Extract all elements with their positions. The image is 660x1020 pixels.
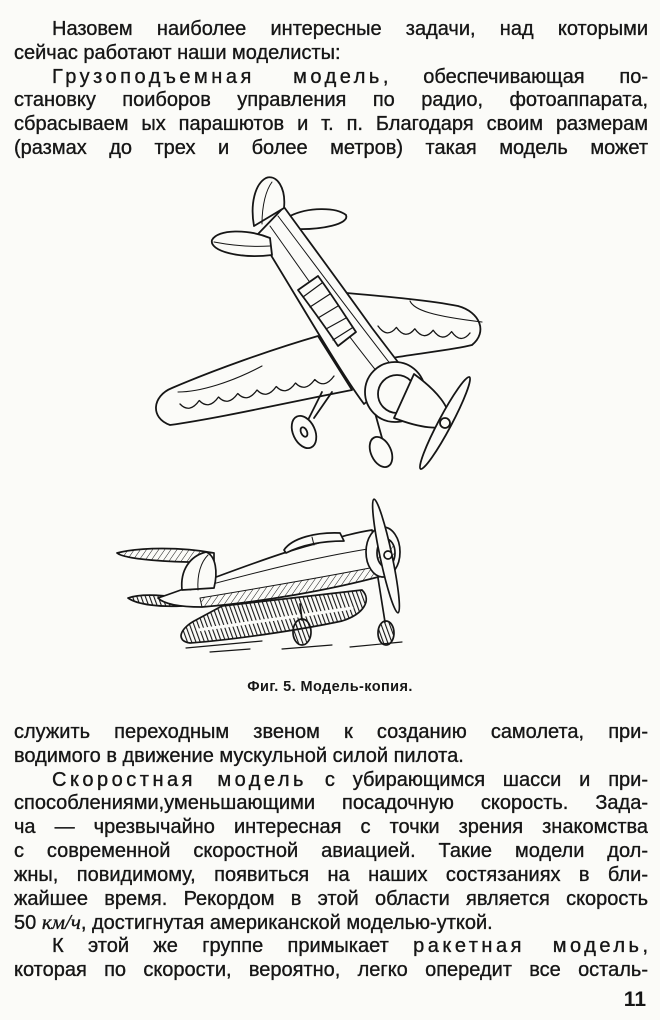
text-span: способлениями,уменьшающими посадочную скорость. Зада- [14, 792, 648, 815]
spaced-emphasis: Скоростная модель [52, 768, 307, 791]
text-line [14, 89, 648, 113]
body-text-bottom [14, 721, 648, 983]
spaced-emphasis: Грузоподъемная модель [52, 65, 383, 88]
wheel-left [293, 619, 311, 645]
text-line [14, 888, 648, 912]
speed-unit: км/ч [41, 911, 81, 935]
text-span: (размах до трех и более метров) такая модель может [14, 136, 648, 159]
text-line [14, 66, 648, 90]
text-span: ча — чрезвычайно интересная с точки зрения знакомства [14, 816, 648, 839]
text-line [14, 745, 648, 769]
text-span: служить переходным звеном к созданию самолета, при- [14, 721, 648, 743]
text-span: , достигнутая американской моделью-уткой. [80, 912, 493, 935]
tailplane-left [212, 231, 272, 256]
landing-gear-strut-right [378, 578, 385, 622]
text-span: жны, повидимому, появиться на наших состязаниях в бли- [14, 863, 648, 886]
wheel-right [365, 433, 397, 470]
ground-shadow [186, 641, 402, 652]
text-line [14, 769, 648, 793]
spaced-emphasis: ракетная модель [413, 935, 643, 958]
text-line [14, 840, 648, 864]
text-line [14, 792, 648, 816]
text-span: которая по скорости, вероятно, легко опередит все осталь- [14, 958, 648, 981]
text-line [14, 816, 648, 840]
figure-caption: Фиг. 5. Модель-копия. [247, 679, 413, 695]
text-span: становку поиборов управления по радио, фотоаппарата, [14, 89, 648, 112]
text-line [14, 911, 648, 935]
airplane-drawing-top [156, 177, 482, 472]
page-number: 11 [623, 988, 646, 1011]
wheel-right [378, 621, 394, 645]
figure-illustration [0, 170, 660, 670]
body-text-top [14, 18, 648, 161]
airplane-drawing-side [117, 498, 404, 652]
propeller-hub [440, 418, 450, 428]
text-line [14, 113, 648, 137]
text-line [14, 137, 648, 161]
text-line [14, 864, 648, 888]
text-line [14, 721, 648, 745]
text-line [14, 18, 648, 42]
text-span: жайшее время. Рекордом в этой области является скорость [14, 887, 648, 910]
text-span: , обеспечивающая по- [382, 65, 648, 88]
text-span: сейчас работают наши моделисты: [14, 41, 341, 64]
text-line [14, 42, 648, 66]
text-line [14, 959, 648, 983]
text-span: водимого в движение мускульной силой пилота. [14, 744, 464, 767]
text-span: К этой же группе примыкает [52, 935, 414, 958]
text-span: , [642, 935, 648, 958]
text-span: 50 [14, 912, 42, 935]
text-span: с убирающимся шасси и при- [306, 768, 648, 791]
text-line [14, 935, 648, 959]
wing-left [156, 336, 352, 425]
text-span: сбрасываем ых парашютов и т. п. Благодаря своим размерам [14, 113, 648, 136]
text-span: с современной скоростной авиацией. Такие модели дол- [14, 839, 648, 862]
text-span: Назовем наиболее интересные задачи, над которыми [52, 18, 648, 40]
propeller-hub [384, 551, 392, 559]
